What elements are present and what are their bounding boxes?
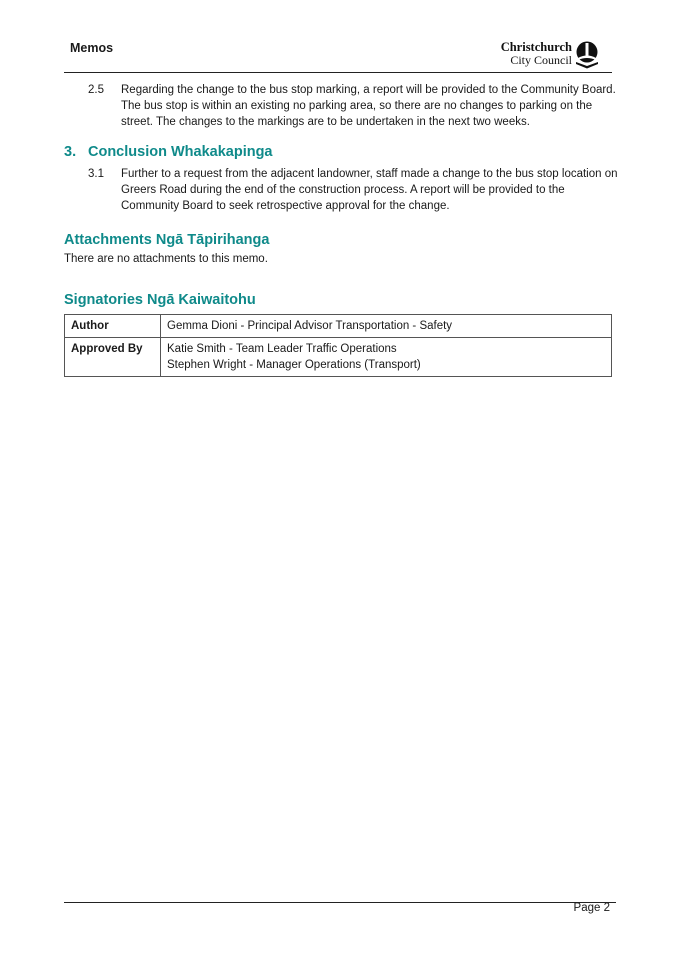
logo-line-2: City Council bbox=[510, 53, 572, 67]
approver-1: Katie Smith - Team Leader Traffic Operations bbox=[167, 343, 397, 355]
approver-2: Stephen Wright - Manager Operations (Transport) bbox=[167, 359, 421, 371]
council-logo bbox=[496, 41, 606, 69]
approved-by-label: Approved By bbox=[65, 338, 161, 377]
table-row bbox=[65, 338, 612, 377]
signatories-heading: Signatories Ngā Kaiwaitohu bbox=[64, 292, 256, 308]
attachments-heading: Attachments Ngā Tāpirihanga bbox=[64, 232, 270, 248]
header-divider bbox=[64, 72, 612, 73]
paragraph-2-5 bbox=[88, 82, 618, 130]
author-value: Gemma Dioni - Principal Advisor Transportation - Safety bbox=[161, 315, 612, 338]
page-number: Page 2 bbox=[573, 902, 610, 914]
paragraph-number: 3.1 bbox=[88, 168, 104, 180]
paragraph-number: 2.5 bbox=[88, 84, 104, 96]
approved-by-values bbox=[161, 338, 612, 377]
conclusion-heading bbox=[64, 144, 273, 160]
paragraph-text: Further to a request from the adjacent landowner, staff made a change to the bus stop location on Greers Road during the end of the construction process. A report will be provided to the Community Board to seek retrospective approval for the change. bbox=[121, 168, 618, 212]
attachments-text: There are no attachments to this memo. bbox=[64, 253, 268, 265]
footer-divider bbox=[64, 902, 616, 903]
logo-line-1: Christchurch bbox=[500, 40, 572, 54]
paragraph-text: Regarding the change to the bus stop marking, a report will be provided to the Community Board. The bus stop is within an existing no parking area, so there are no changes to parking on the street. The changes to the markings are to be undertaken in the next two weeks. bbox=[121, 84, 616, 128]
heading-text: Conclusion Whakakapinga bbox=[88, 144, 273, 160]
logo-wordmark bbox=[501, 41, 572, 67]
author-label: Author bbox=[65, 315, 161, 338]
cathedral-logo-icon bbox=[574, 41, 600, 69]
paragraph-3-1 bbox=[88, 166, 618, 214]
memo-header-title: Memos bbox=[70, 41, 114, 55]
heading-number: 3. bbox=[64, 144, 77, 160]
table-row bbox=[65, 315, 612, 338]
signatories-table bbox=[64, 314, 612, 377]
